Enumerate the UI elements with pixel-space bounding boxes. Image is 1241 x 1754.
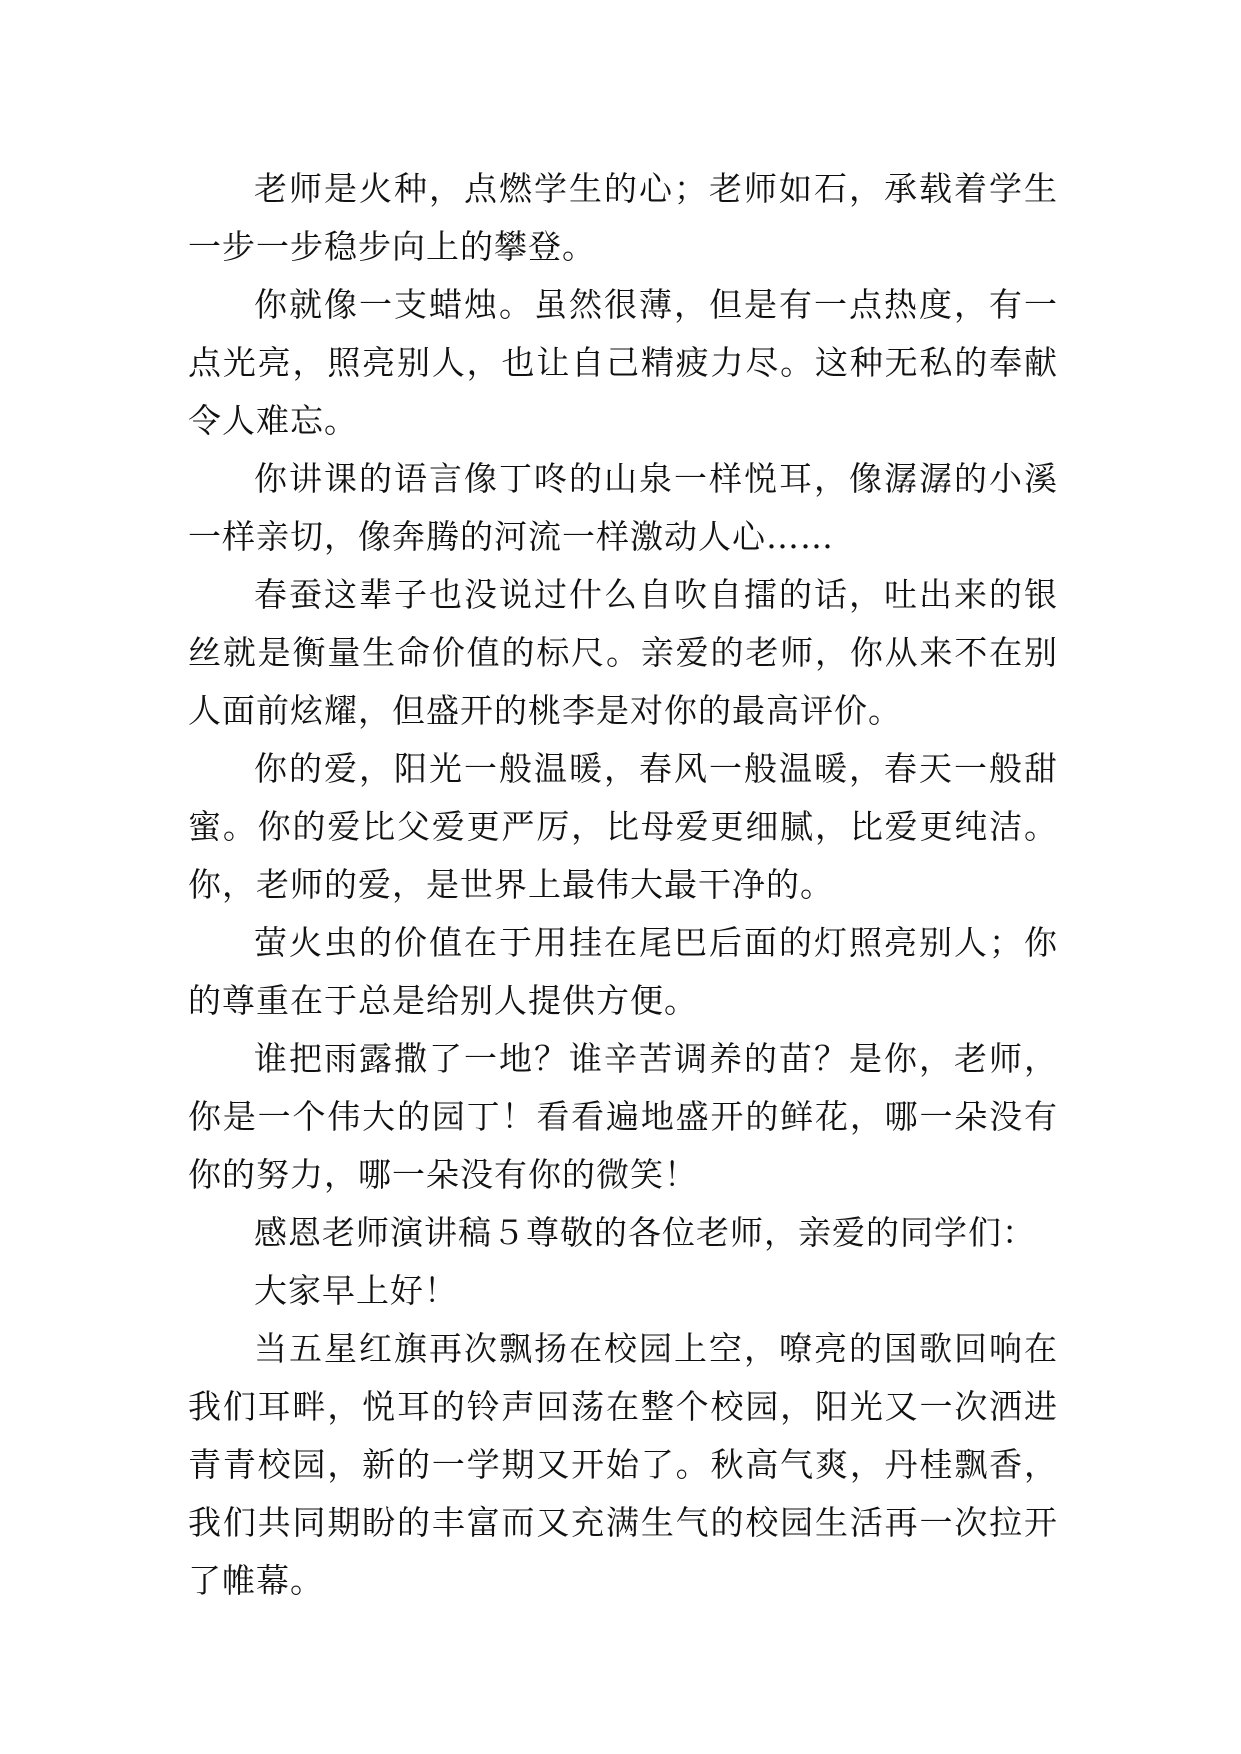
paragraph: 萤火虫的价值在于用挂在尾巴后面的灯照亮别人；你的尊重在于总是给别人提供方便。	[188, 923, 1058, 1020]
speech-heading-paragraph: 感恩老师演讲稿５尊敬的各位老师，亲爱的同学们：	[254, 1213, 1036, 1252]
paragraph: 你的爱，阳光一般温暖，春风一般温暖，春天一般甜蜜。你的爱比父爱更严厉，比母爱更细腻，比爱更纯洁。你，老师的爱，是世界上最伟大最干净的。	[188, 749, 1058, 904]
paragraph: 当五星红旗再次飘扬在校园上空，嘹亮的国歌回响在我们耳畔，悦耳的铃声回荡在整个校园，阳光又一次洒进青青校园，新的一学期又开始了。秋高气爽，丹桂飘香，我们共同期盼的丰富而又充满生气的校园生活再一次拉开了帷幕。	[188, 1329, 1058, 1600]
document-body	[188, 160, 1058, 1610]
paragraph: 谁把雨露撒了一地？谁辛苦调养的苗？是你，老师，你是一个伟大的园丁！看看遍地盛开的鲜花，哪一朵没有你的努力，哪一朵没有你的微笑！	[188, 1039, 1058, 1194]
greeting-paragraph: 大家早上好！	[254, 1271, 458, 1310]
paragraph: 你就像一支蜡烛。虽然很薄，但是有一点热度，有一点光亮，照亮别人，也让自己精疲力尽。这种无私的奉献令人难忘。	[188, 285, 1058, 440]
paragraph: 你讲课的语言像丁咚的山泉一样悦耳，像潺潺的小溪一样亲切，像奔腾的河流一样激动人心……	[188, 459, 1058, 556]
paragraph: 春蚕这辈子也没说过什么自吹自擂的话，吐出来的银丝就是衡量生命价值的标尺。亲爱的老师，你从来不在别人面前炫耀，但盛开的桃李是对你的最高评价。	[188, 575, 1058, 730]
paragraph: 老师是火种，点燃学生的心；老师如石，承载着学生一步一步稳步向上的攀登。	[188, 169, 1058, 266]
